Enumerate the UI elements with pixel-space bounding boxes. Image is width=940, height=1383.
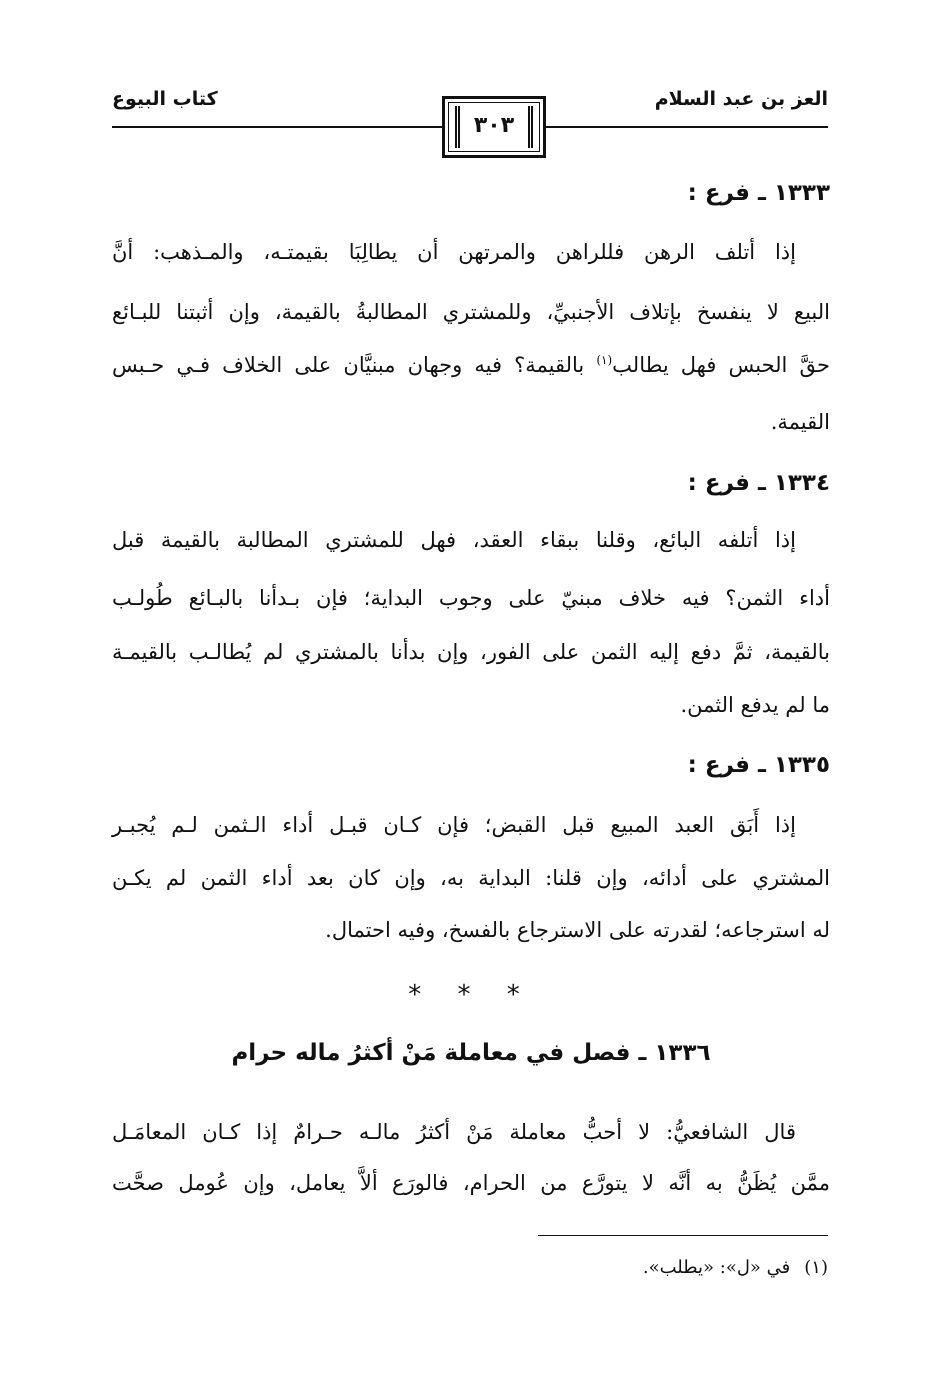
- chapter-heading-1336: ١٣٣٦ ـ فصل في معاملة مَنْ أكثرُ ماله حرام: [231, 1040, 711, 1066]
- footnote-reference[interactable]: (١): [596, 353, 613, 367]
- text-line: المشتري على أدائه، وإن قلنا: البداية به، وإن كان بعد أداء الثمن لم يكـن: [112, 866, 830, 890]
- page-number-frame: [442, 96, 546, 158]
- text-line: القيمة.: [770, 410, 830, 434]
- text-fragment: بالقيمة؟ فيه وجهان مبنيَّان على الخلاف فـي حـبس: [112, 353, 597, 377]
- text-line: ما لم يدفع الثمن.: [680, 693, 830, 717]
- header-author: العز بن عبد السلام: [654, 88, 828, 110]
- text-line: البيع لا ينفسخ بإتلاف الأجنبيِّ، وللمشتري المطالبةُ بالقيمة، وإن أثبتنا للبـائع: [112, 300, 830, 324]
- text-fragment: حقَّ الحبس فهل يطالب: [612, 353, 830, 377]
- text-line: إذا أتلف الرهن فللراهن والمرتهن أن يطالِبَا بقيمتـه، والمـذهب: أنَّ: [112, 240, 796, 264]
- text-line: ممَّن يُظَنُّ به أنَّه لا يتورَّع من الحرام، فالورَع ألاَّ يعامل، وإن عُومل صحَّت: [112, 1171, 830, 1195]
- footnote-number: (١): [804, 1257, 828, 1278]
- text-line: إذا أَبَق العبد المبيع قبل القبض؛ فإن كـان قبـل أداء الـثمن لـم يُجبـر: [112, 813, 796, 837]
- page-number: ٣٠٣: [473, 113, 515, 138]
- section-heading-1333: ١٣٣٣ ـ فرع :: [687, 180, 830, 206]
- section-heading-1335: ١٣٣٥ ـ فرع :: [687, 752, 830, 778]
- text-line-with-footnote: [112, 350, 830, 380]
- section-heading-1334: ١٣٣٤ ـ فرع :: [687, 470, 830, 496]
- text-line: له استرجاعه؛ لقدرته على الاسترجاع بالفسخ، وفيه احتمال.: [325, 918, 830, 942]
- text-line: إذا أتلفه البائع، وقلنا ببقاء العقد، فهل للمشتري المطالبة بالقيمة قبل: [112, 528, 796, 552]
- footnote: [643, 1257, 828, 1278]
- text-line: أداء الثمن؟ فيه خلاف مبنيّ على وجوب البداية؛ فإن بـدأنا بالبـائع طُولـب: [112, 586, 830, 610]
- text-line: قال الشافعيُّ: لا أحبُّ معاملة مَنْ أكثرُ مالـه حـرامٌ إذا كـان المعامَـل: [112, 1120, 796, 1144]
- header-book-title: كتاب البيوع: [112, 88, 218, 110]
- section-divider: * * *: [408, 980, 534, 1010]
- running-header: [112, 82, 828, 162]
- footnote-text: في «ل»: «يطلب».: [642, 1257, 791, 1278]
- footnote-rule: [538, 1235, 828, 1236]
- text-line: بالقيمة، ثمَّ دفع إليه الثمن على الفور، وإن بدأنا بالمشتري لم يُطالـب بالقيمـة: [112, 640, 830, 664]
